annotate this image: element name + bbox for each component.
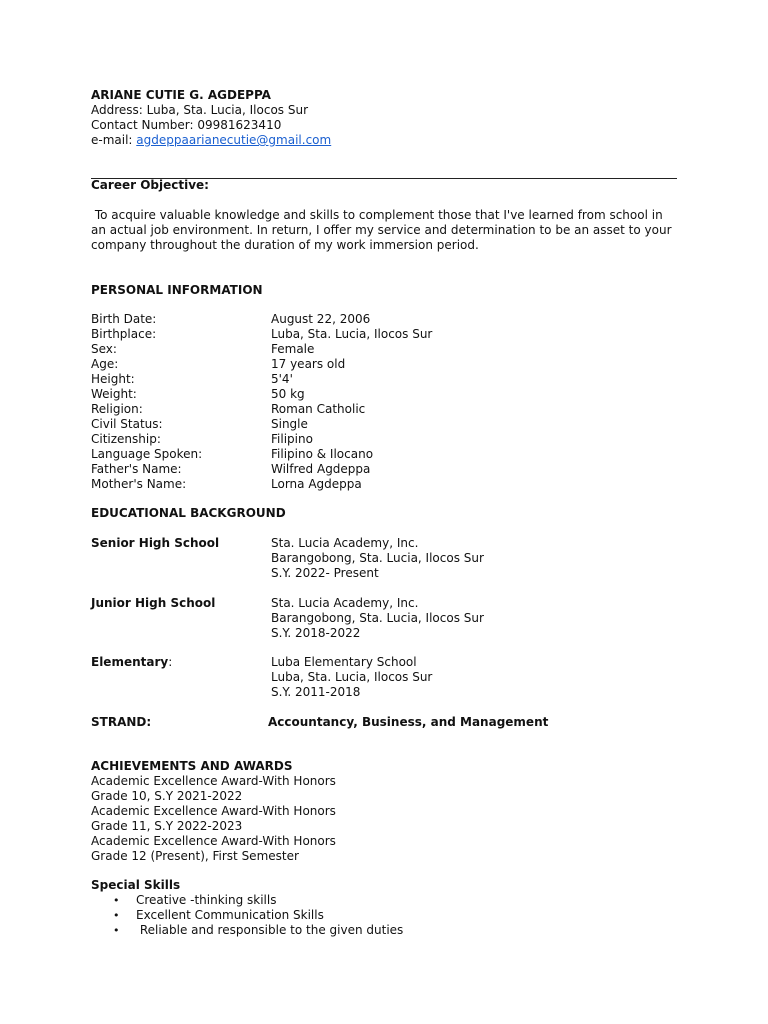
elementary-school: Luba Elementary School (271, 655, 417, 669)
senior-high-year: S.Y. 2022- Present (271, 566, 379, 580)
personal-value: Filipino & Ilocano (271, 447, 374, 461)
achievement-line: Grade 10, S.Y 2021-2022 (91, 789, 243, 803)
personal-label: Civil Status: (91, 417, 163, 431)
personal-label: Weight: (91, 387, 137, 401)
education-heading: EDUCATIONAL BACKGROUND (91, 506, 286, 520)
achievement-line: Grade 11, S.Y 2022-2023 (91, 819, 243, 833)
contact-line: Contact Number: 09981623410 (91, 118, 282, 132)
special-skills-heading: Special Skills (91, 878, 181, 892)
senior-high-location: Barangobong, Sta. Lucia, Ilocos Sur (271, 551, 484, 565)
achievements-heading: ACHIEVEMENTS AND AWARDS (91, 759, 293, 773)
address-line: Address: Luba, Sta. Lucia, Ilocos Sur (91, 103, 309, 117)
personal-value: Filipino (271, 432, 313, 446)
achievement-line: Grade 12 (Present), First Semester (91, 849, 299, 863)
junior-high-school: Sta. Lucia Academy, Inc. (271, 596, 419, 610)
personal-label: Age: (91, 357, 119, 371)
personal-label: Language Spoken: (91, 447, 203, 461)
personal-value: Female (271, 342, 315, 356)
personal-label: Religion: (91, 402, 143, 416)
senior-high-label: Senior High School (91, 536, 220, 550)
personal-value: Luba, Sta. Lucia, Ilocos Sur (271, 327, 433, 341)
personal-value: 50 kg (271, 387, 305, 401)
senior-high-school: Sta. Lucia Academy, Inc. (271, 536, 419, 550)
elementary-label: Elementary (91, 655, 169, 669)
personal-value: 5'4' (271, 372, 293, 386)
bullet-icon: • (113, 909, 120, 922)
achievement-line: Academic Excellence Award-With Honors (91, 774, 336, 788)
elementary-location: Luba, Sta. Lucia, Ilocos Sur (271, 670, 433, 684)
personal-label: Birthplace: (91, 327, 157, 341)
personal-label: Sex: (91, 342, 117, 356)
strand-value: Accountancy, Business, and Management (268, 715, 549, 729)
elementary-year: S.Y. 2011-2018 (271, 685, 361, 699)
personal-label: Birth Date: (91, 312, 157, 326)
email-line (91, 133, 331, 148)
personal-value: Lorna Agdeppa (271, 477, 362, 491)
skill-item: Creative -thinking skills (136, 893, 277, 907)
achievement-line: Academic Excellence Award-With Honors (91, 834, 336, 848)
personal-info-heading: PERSONAL INFORMATION (91, 283, 263, 297)
career-objective-line: To acquire valuable knowledge and skills to complement those that I've learned from school in (91, 208, 663, 222)
email-label: e-mail: (91, 133, 137, 147)
personal-value: Single (271, 417, 308, 431)
personal-label: Citizenship: (91, 432, 161, 446)
career-objective-heading: Career Objective: (91, 178, 209, 192)
skill-item: Excellent Communication Skills (136, 908, 324, 922)
email-link[interactable]: agdeppaarianecutie@gmail.com (136, 133, 332, 147)
career-objective-line: company throughout the duration of my work immersion period. (91, 238, 479, 252)
strand-label: STRAND: (91, 715, 152, 729)
junior-high-label: Junior High School (91, 596, 216, 610)
personal-value: August 22, 2006 (271, 312, 371, 326)
junior-high-year: S.Y. 2018-2022 (271, 626, 361, 640)
elementary-label-line (91, 655, 172, 670)
achievement-line: Academic Excellence Award-With Honors (91, 804, 336, 818)
applicant-name: ARIANE CUTIE G. AGDEPPA (91, 88, 271, 102)
elementary-colon: : (168, 655, 173, 669)
personal-label: Height: (91, 372, 135, 386)
personal-value: Wilfred Agdeppa (271, 462, 371, 476)
bullet-icon: • (113, 894, 120, 907)
personal-label: Father's Name: (91, 462, 182, 476)
personal-value: Roman Catholic (271, 402, 366, 416)
skill-item: Reliable and responsible to the given duties (136, 923, 404, 937)
personal-value: 17 years old (271, 357, 346, 371)
personal-label: Mother's Name: (91, 477, 187, 491)
junior-high-location: Barangobong, Sta. Lucia, Ilocos Sur (271, 611, 484, 625)
bullet-icon: • (113, 924, 120, 937)
career-objective-line: an actual job environment. In return, I offer my service and determination to be an asset to your (91, 223, 672, 237)
